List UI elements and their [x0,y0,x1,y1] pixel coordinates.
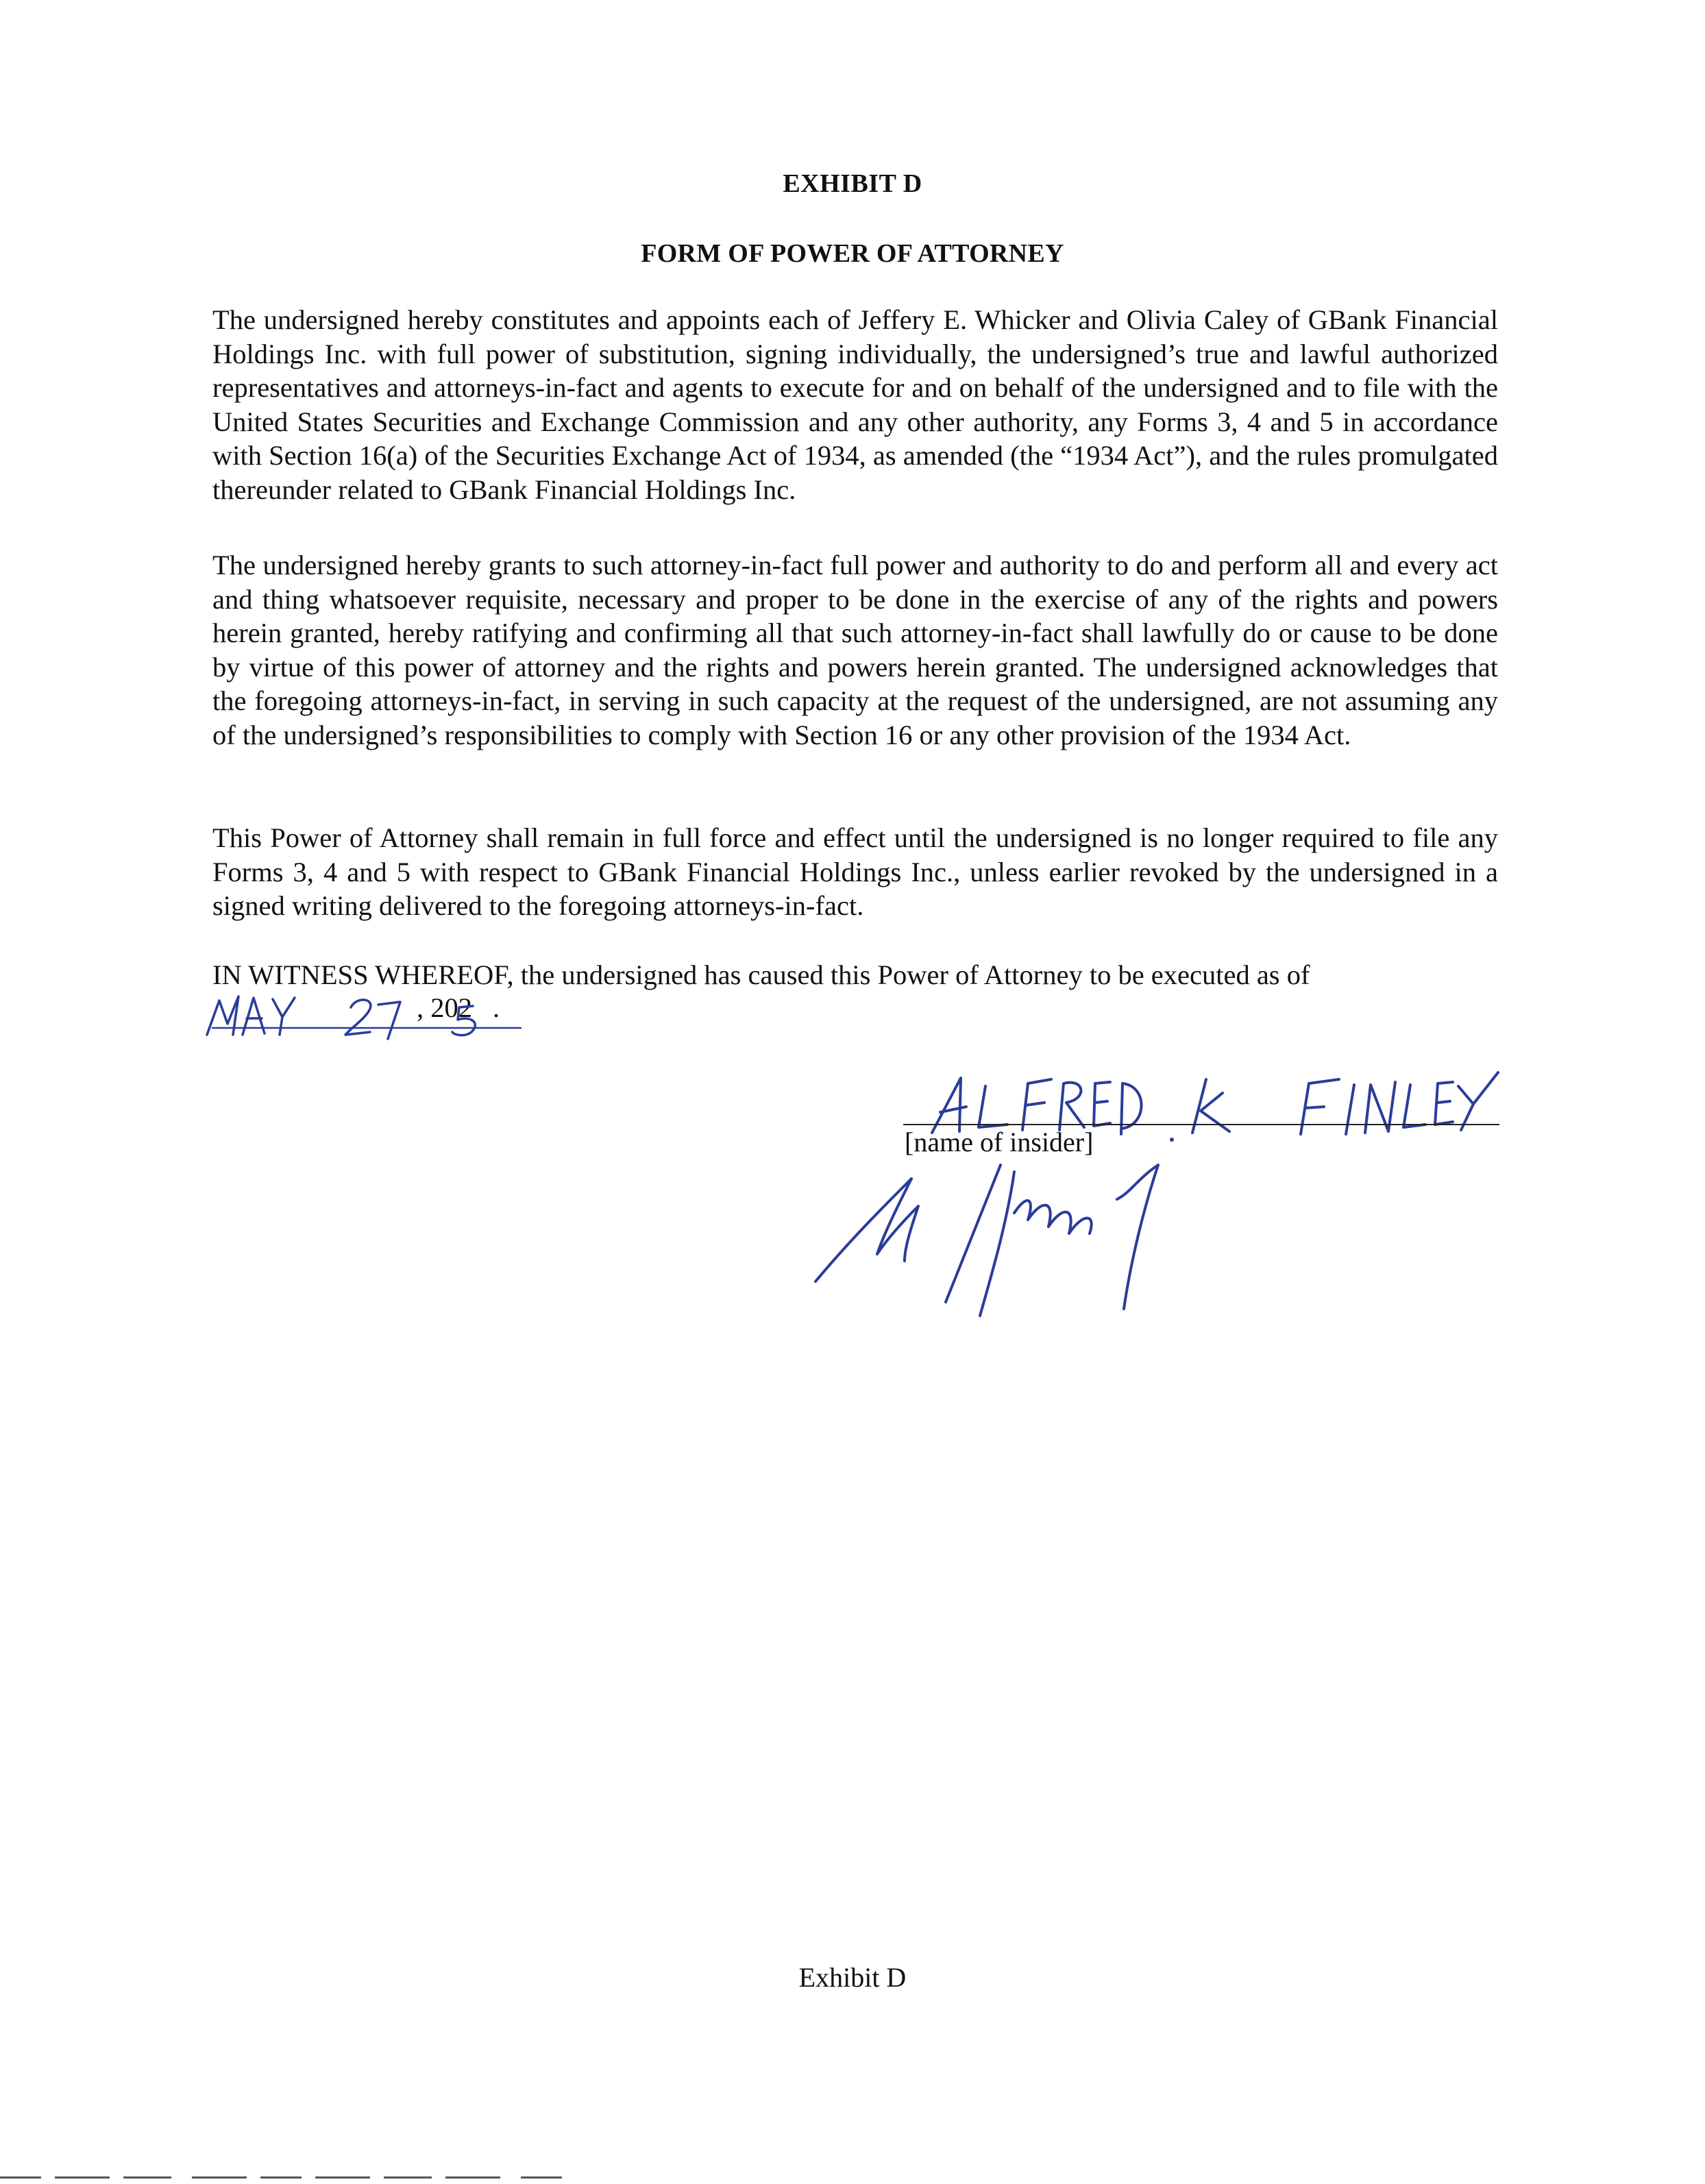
scan-artifact [521,2176,562,2179]
scan-artifact [445,2176,500,2179]
insider-name-label: [name of insider] [905,1127,1094,1157]
paragraph-duration: This Power of Attorney shall remain in full force and effect until the undersigned is no longer required to file any Forms 3, 4 and 5 with respect to GBank Financial Holdings Inc., unless earlier revoked by the undersigned in a signed writing delivered to the foregoing attorneys-in-fact. [212,822,1498,921]
paragraph-grant-of-power: The undersigned hereby grants to such attorney-in-fact full power and authority to do and perform all and every act and thing whatsoever requisite, necessary and proper to be done in the exercise of any of the rights and powers herein granted, hereby ratifying and confirming all that such attorney-in-fact shall lawfully do or cause to be done by virtue of this power of attorney and the rights and powers herein granted. The undersigned acknowledges that the foregoing attorneys-in-fact, in serving in such capacity at the request of the undersigned, are not assuming any of the undersigned’s responsibilities to comply with Section 16 or any other provision of the 1934 Act. [212,550,1498,750]
scan-artifact [315,2176,370,2179]
printed-year-prefix: , 202 [417,992,472,1023]
signature-line [903,1124,1499,1125]
scan-artifact [192,2176,247,2179]
scan-artifact [123,2176,171,2179]
handwritten-date-signature [199,980,541,1048]
exhibit-title: EXHIBIT D [783,169,922,198]
form-title: FORM OF POWER OF ATTORNEY [641,239,1064,268]
page-footer: Exhibit D [798,1962,907,1993]
handwritten-signature [809,1151,1234,1329]
scan-artifact [260,2176,302,2179]
scan-artifact [0,2176,41,2179]
paragraph-witness: IN WITNESS WHEREOF, the undersigned has caused this Power of Attorney to be executed as of [212,959,1310,990]
printed-period: . [493,992,500,1023]
paragraph-appointment: The undersigned hereby constitutes and appoints each of Jeffery E. Whicker and Olivia Caley of GBank Financial Holdings Inc. with full power of substitution, signing individually, the undersigned’s true and lawful authorized representatives and attorneys-in-fact and agents to execute for and on behalf of the undersigned and to file with the United States Securities and Exchange Commission and any other authority, any Forms 3, 4 and 5 in accordance with Section 16(a) of the Securities Exchange Act of 1934, as amended (the “1934 Act”), and the rules promulgated thereunder related to GBank Financial Holdings Inc. [212,304,1498,505]
scan-artifact [384,2176,432,2179]
scan-artifact [55,2176,110,2179]
